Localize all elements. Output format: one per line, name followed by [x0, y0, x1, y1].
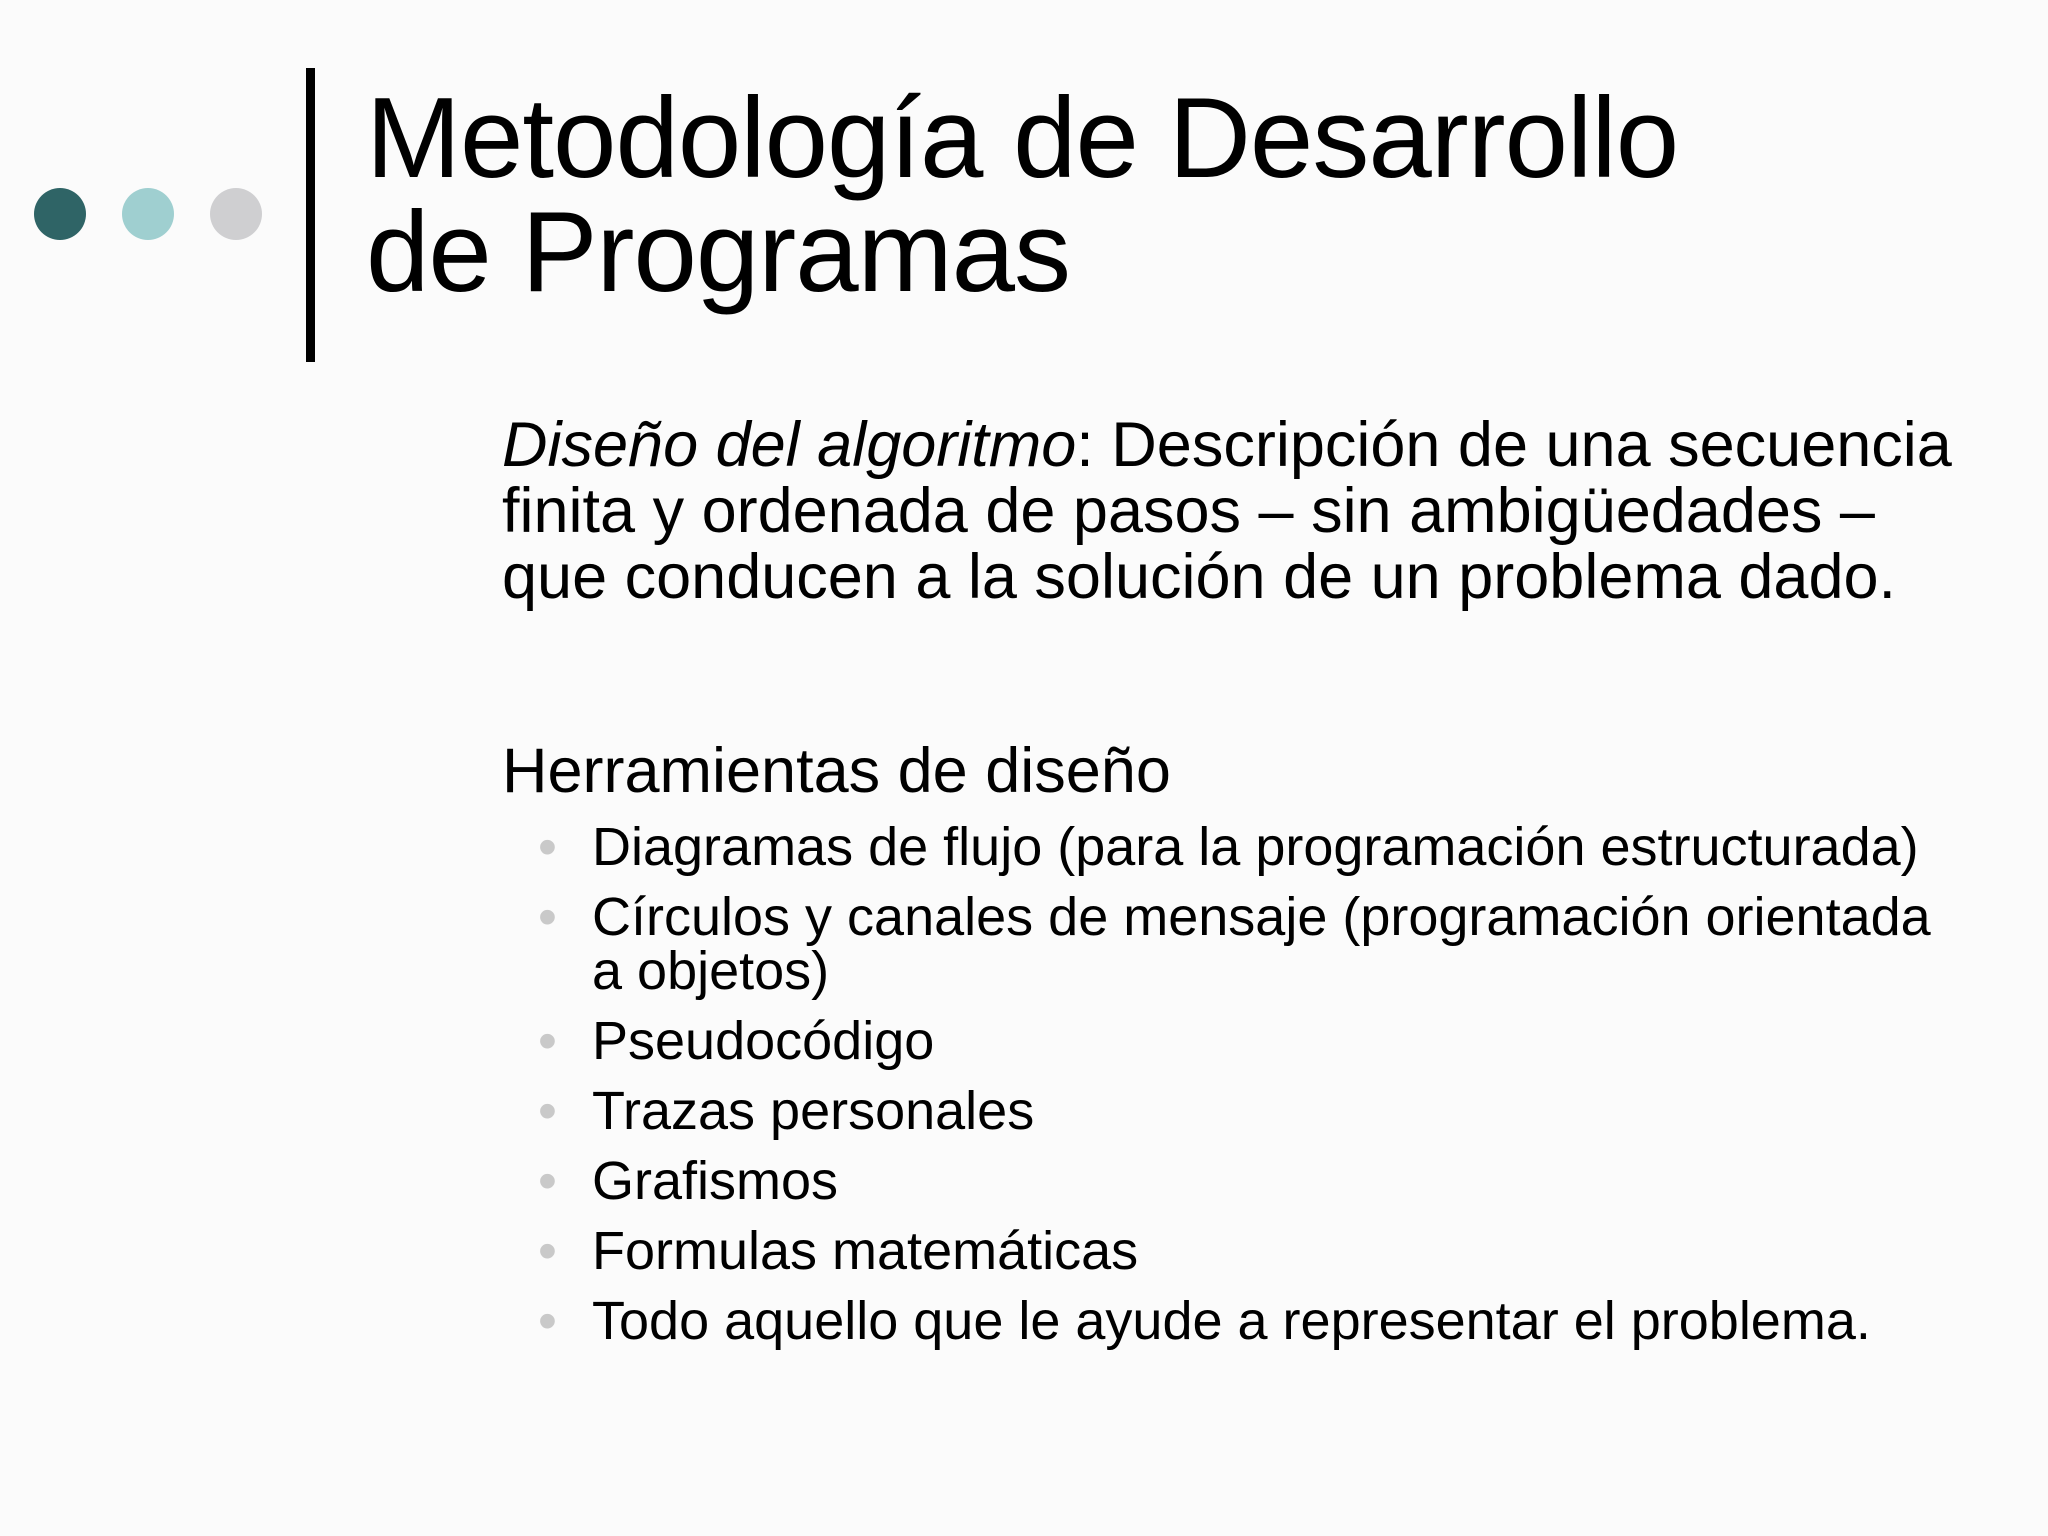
slide-body: [502, 412, 1962, 1364]
list-item-text: Formulas matemáticas: [592, 1221, 1139, 1281]
title-line-1: Metodología de Desarrollo: [366, 75, 1679, 202]
list-item: [502, 1151, 1962, 1211]
title-line-2: de Programas: [366, 189, 1071, 316]
definition-term: Diseño del algoritmo: [502, 410, 1077, 480]
list-item: [502, 1291, 1962, 1351]
list-item-text: Trazas personales: [592, 1081, 1035, 1141]
list-item: [502, 817, 1962, 877]
list-item-text: Grafismos: [592, 1151, 839, 1211]
definition-text: : Descripción de una secuencia finita y ordenada de pasos – sin ambigüedades – que conducen a la solución de un problema dado.: [502, 410, 1952, 612]
list-item: [502, 1081, 1962, 1141]
list-item-text: Diagramas de flujo (para la programación estructurada): [592, 817, 1919, 877]
list-item-text: Pseudocódigo: [592, 1011, 935, 1071]
list-item-text: Todo aquello que le ayude a representar el problema.: [592, 1291, 1871, 1351]
list-item-text: Círculos y canales de mensaje (programación orientada a objetos): [592, 887, 1931, 1001]
bullet-dot-icon: •: [538, 887, 557, 947]
bullet-dot-icon: •: [538, 1151, 557, 1211]
dot-light-teal-icon: [122, 188, 174, 240]
decorative-dots: [34, 188, 262, 240]
title-divider: [306, 68, 315, 362]
tools-heading: Herramientas de diseño: [502, 736, 1171, 806]
bullet-dot-icon: •: [538, 1011, 557, 1071]
list-item: [502, 887, 1962, 1001]
list-item: [502, 1221, 1962, 1281]
dot-dark-teal-icon: [34, 188, 86, 240]
list-item: [502, 1011, 1962, 1071]
bullet-dot-icon: •: [538, 1291, 557, 1351]
definition-paragraph: [502, 412, 1962, 610]
slide-title: [366, 75, 1966, 316]
bullet-dot-icon: •: [538, 1221, 557, 1281]
tools-list: [502, 817, 1962, 1351]
bullet-dot-icon: •: [538, 817, 557, 877]
dot-gray-icon: [210, 188, 262, 240]
bullet-dot-icon: •: [538, 1081, 557, 1141]
